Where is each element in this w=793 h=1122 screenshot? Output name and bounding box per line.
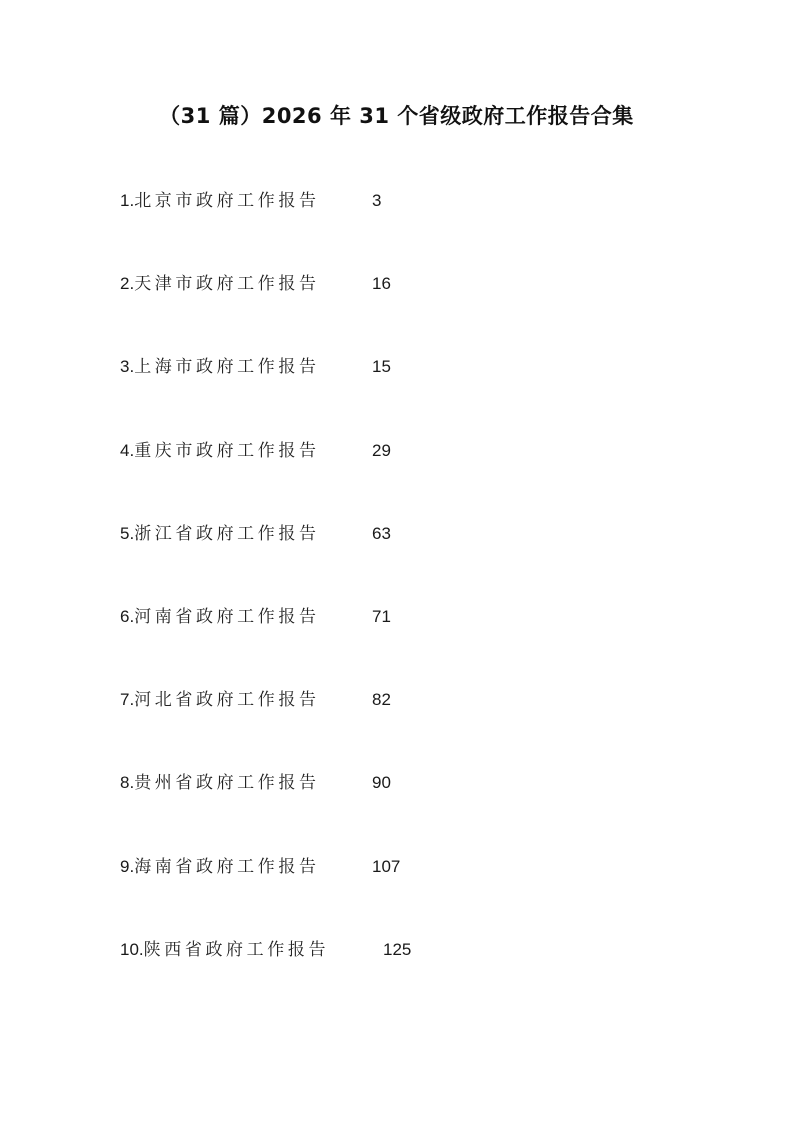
- toc-entry[interactable]: [120, 852, 680, 935]
- toc-entry[interactable]: [120, 519, 680, 602]
- toc-entry-title: 上海市政府工作报告: [134, 357, 320, 378]
- toc-entry-page: 63: [372, 523, 391, 543]
- toc-entry-page: 107: [372, 856, 401, 876]
- toc-entry[interactable]: [120, 935, 680, 1018]
- toc-entry-number: 8.: [120, 773, 135, 793]
- toc-entry-title: 河南省政府工作报告: [134, 606, 320, 627]
- toc-entry-number: 1.: [120, 191, 135, 210]
- toc-entry-title: 重庆市政府工作报告: [134, 440, 320, 461]
- toc-entry-title: 浙江省政府工作报告: [134, 523, 320, 544]
- toc-entry[interactable]: [120, 186, 680, 269]
- toc-entry-page: 15: [372, 357, 391, 377]
- toc-entry-title: 陕西省政府工作报告: [143, 939, 330, 960]
- toc-entry-title: 天津市政府工作报告: [134, 274, 320, 295]
- toc-entry[interactable]: [120, 352, 680, 435]
- toc-entry[interactable]: [120, 768, 680, 851]
- toc-entry[interactable]: [120, 436, 680, 519]
- toc-entry[interactable]: [120, 269, 680, 352]
- toc-entry-title: 贵州省政府工作报告: [134, 773, 320, 794]
- toc-entry-page: 3: [372, 191, 382, 210]
- toc-entry-number: 3.: [120, 357, 135, 377]
- toc-entry-title: 北京市政府工作报告: [134, 191, 320, 211]
- toc-entry-page: 90: [372, 773, 391, 793]
- toc-entry-number: 4.: [120, 440, 135, 460]
- toc-entry-page: 29: [372, 440, 391, 460]
- toc-entry-page: 71: [372, 606, 391, 626]
- toc-entry-title: 海南省政府工作报告: [134, 856, 320, 877]
- toc-entry-page: 125: [383, 939, 412, 959]
- document-title: （31 篇）2026 年 31 个省级政府工作报告合集: [159, 104, 634, 128]
- toc-entry-title: 河北省政府工作报告: [134, 690, 320, 711]
- toc-entry[interactable]: [120, 602, 680, 685]
- toc-entry-number: 9.: [120, 856, 135, 876]
- toc-entry-page: 16: [372, 274, 391, 294]
- toc-entry-number: 2.: [120, 274, 135, 294]
- toc-entry-number: 6.: [120, 606, 135, 626]
- toc-entry-page: 82: [372, 690, 391, 710]
- toc-entry-number: 7.: [120, 690, 135, 710]
- table-of-contents: [120, 186, 680, 1018]
- toc-entry-number: 10.: [120, 939, 144, 959]
- toc-entry[interactable]: [120, 685, 680, 768]
- toc-entry-number: 5.: [120, 523, 135, 543]
